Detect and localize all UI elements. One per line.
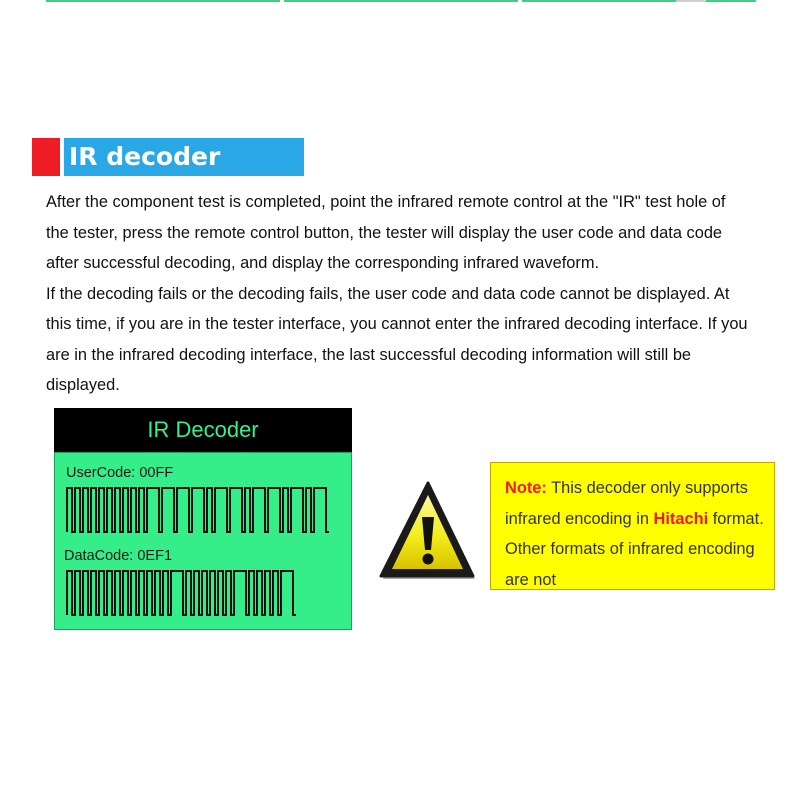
heading-marker [32, 138, 60, 176]
note-label: Note: [505, 479, 547, 497]
note-box [490, 462, 775, 590]
body-line: After the component test is completed, point the infrared remote control at the "IR" test hole of [46, 193, 726, 211]
note-highlight: Hitachi [653, 509, 709, 528]
body-line: are in the infrared decoding interface, the last successful decoding information will still be [46, 345, 692, 364]
section-title: IR decoder [69, 142, 221, 171]
section-heading [32, 138, 272, 176]
waveform-trace [67, 571, 296, 615]
user-code-waveform [65, 486, 341, 534]
ir-decoder-screen [54, 408, 352, 630]
body-line: this time, if you are in the tester interface, you cannot enter the infrared decoding interface. If you [46, 315, 748, 333]
screen-title-bar [54, 408, 352, 452]
data-code-waveform [65, 569, 341, 617]
top-frame-strip [46, 0, 756, 2]
warning-triangle-icon [378, 480, 478, 584]
screen-display [54, 452, 352, 630]
note-text [505, 473, 767, 590]
screen-title: IR Decoder [147, 417, 259, 442]
data-code-label: DataCode: 0EF1 [64, 548, 173, 564]
body-line: If the decoding fails or the decoding fails, the user code and data code cannot be displayed. At [46, 284, 730, 303]
waveform-trace [67, 488, 329, 532]
user-code-label: UserCode: 00FF [66, 465, 174, 481]
body-line: displayed. [46, 376, 120, 394]
note-text-part: This decoder only supports infrared encoding in [505, 479, 748, 528]
note-text-part: format. Other formats of infrared encoding are not [505, 509, 764, 589]
body-line: after successful decoding, and display the corresponding infrared waveform. [46, 254, 600, 272]
body-text [46, 187, 794, 401]
body-line: the tester, press the remote control button, the tester will display the user code and data code [46, 223, 723, 242]
